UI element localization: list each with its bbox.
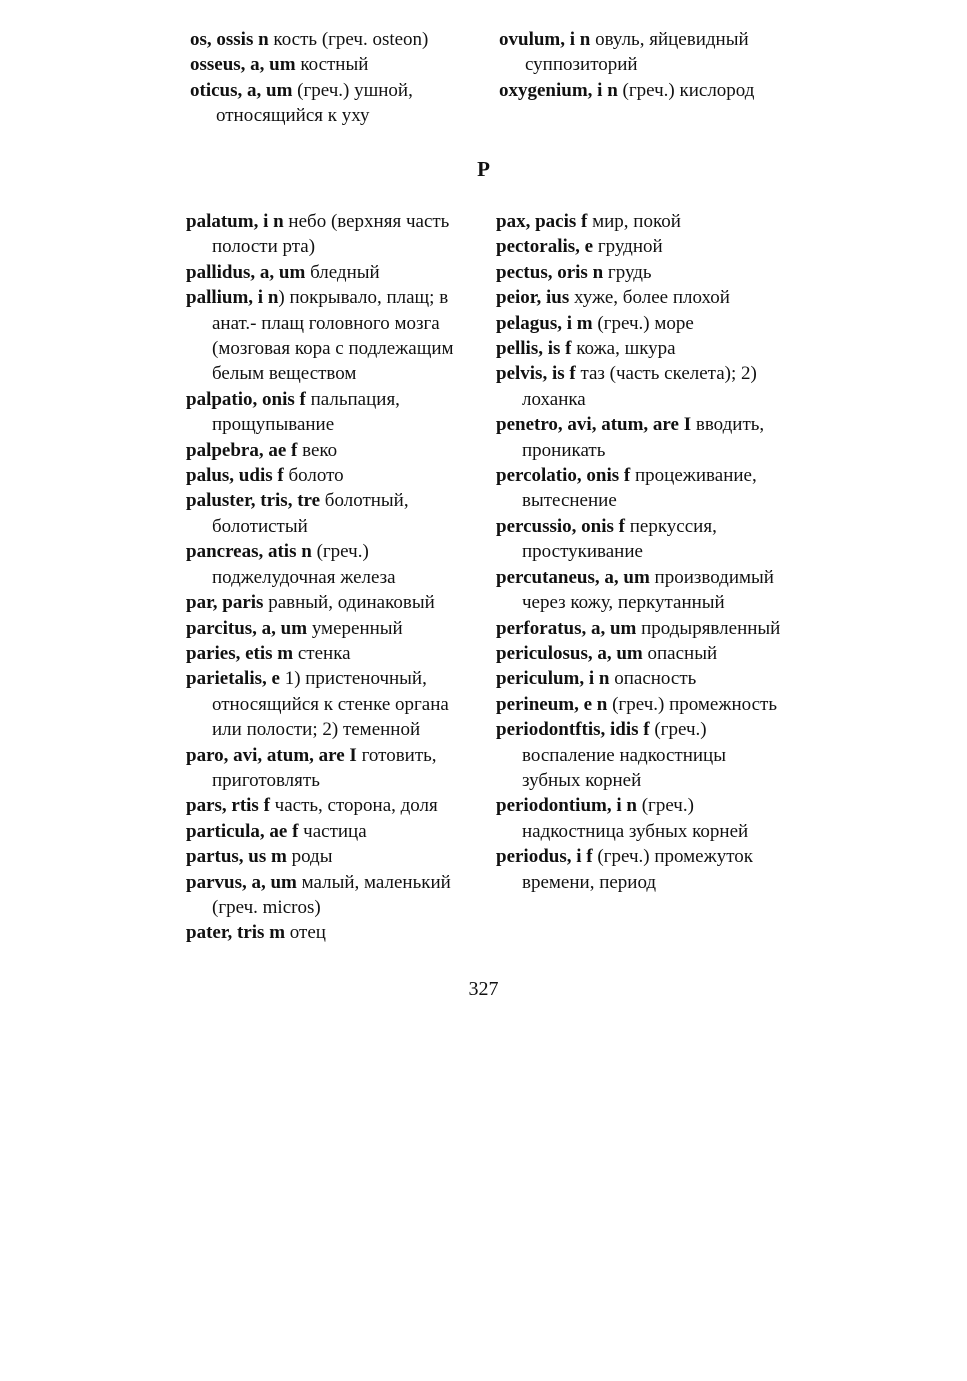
entry-definition: (греч.) воспаление надкостницы зубных корней: [522, 719, 726, 791]
dictionary-entry: [186, 920, 476, 945]
entry-headword: perineum, e n: [496, 693, 608, 715]
main-left-column: [186, 209, 476, 946]
entry-definition: перкуссия, простукивание: [522, 515, 717, 563]
dictionary-entry: [186, 539, 476, 590]
dictionary-entry: [496, 692, 786, 717]
entry-headword: pax, pacis f: [496, 211, 588, 232]
dictionary-entry: [496, 463, 786, 514]
entry-definition: опасный: [642, 642, 718, 664]
dictionary-entry: [190, 52, 475, 77]
dictionary-entry: [499, 78, 789, 103]
entry-definition: малый, маленький (греч. micros): [212, 871, 451, 918]
entry-headword: pallidus, a, um: [186, 261, 306, 283]
entry-definition: (греч.) ушной, относящийся к уху: [216, 79, 413, 127]
top-right-column: [499, 27, 789, 103]
entry-headword: parietalis, e: [186, 668, 280, 690]
entry-headword: periodontium, i n: [496, 795, 637, 817]
dictionary-entry: [496, 412, 786, 463]
entry-headword: palpatio, onis f: [186, 388, 306, 410]
entry-headword: perforatus, a, um: [496, 617, 637, 639]
dictionary-entry: [186, 870, 476, 921]
dictionary-entry: [186, 438, 476, 463]
dictionary-entry: [190, 78, 475, 129]
entry-headword: pater, tris m: [186, 922, 286, 944]
dictionary-entry: [190, 27, 475, 52]
dictionary-entry: [496, 616, 786, 641]
entry-definition: (греч.) промежуток времени, период: [522, 846, 753, 893]
entry-definition: болото: [283, 465, 344, 487]
entry-headword: periculum, i n: [496, 668, 610, 690]
entry-definition: овуль, яйцевидный суппозиторий: [525, 29, 749, 76]
entry-definition: бледный: [305, 261, 380, 283]
entry-definition: роды: [286, 846, 333, 868]
entry-definition: готовить, приготовлять: [212, 744, 437, 791]
entry-definition: (греч.) надкостница зубных корней: [522, 795, 749, 842]
entry-definition: частица: [298, 820, 367, 842]
entry-definition: болотный, болотистый: [212, 490, 409, 537]
entry-headword: particula, ae f: [186, 820, 299, 842]
entry-definition: равный, одинаковый: [263, 592, 435, 614]
dictionary-entry: [186, 387, 476, 438]
entry-headword: pancreas, atis n: [186, 541, 312, 563]
entry-definition: хуже, более плохой: [569, 287, 730, 309]
entry-definition: пальпация, прощупывание: [212, 388, 400, 436]
dictionary-entry: [186, 260, 476, 285]
entry-headword: periodus, i f: [496, 846, 593, 868]
entry-headword: parcitus, a, um: [186, 617, 308, 639]
entry-definition: стенка: [293, 642, 351, 664]
entry-headword: periodontftis, idis f: [496, 719, 650, 741]
entry-definition: кожа, шкура: [571, 338, 676, 360]
entry-headword: percolatio, onis f: [496, 465, 631, 487]
entry-headword: paries, etis m: [186, 642, 294, 664]
entry-definition: таз (часть скелета); 2) лоханка: [522, 363, 757, 410]
entry-headword: os, ossis n: [190, 29, 269, 50]
entry-definition: часть, сторона, доля: [269, 795, 438, 817]
entry-definition: продырявленный: [636, 617, 781, 639]
dictionary-entry: [496, 336, 786, 361]
entry-definition: ) покрывало, плащ; в анат.- плащ головного мозга (мозговая кора с подлежащим белым веществом: [212, 287, 454, 385]
entry-headword: paluster, tris, tre: [186, 490, 321, 512]
entry-headword: partus, us m: [186, 846, 287, 868]
entry-definition: 1) пристеночный, относящийся к стенке органа или полости; 2) теменной: [212, 668, 449, 741]
dictionary-entry: [186, 793, 476, 818]
entry-definition: (греч.) промежность: [607, 693, 778, 715]
entry-headword: periculosus, a, um: [496, 642, 643, 664]
dictionary-entry: [186, 285, 476, 387]
entry-definition: кость (греч. osteon): [268, 29, 429, 50]
dictionary-entry: [496, 666, 786, 691]
entry-headword: parvus, a, um: [186, 871, 297, 893]
dictionary-entry: [186, 590, 476, 615]
entry-headword: pars, rtis f: [186, 795, 270, 817]
dictionary-entry: [186, 743, 476, 794]
dictionary-entry: [186, 616, 476, 641]
dictionary-entry: [496, 209, 786, 234]
entry-definition: костный: [295, 54, 369, 76]
entry-headword: percussio, onis f: [496, 515, 625, 537]
dictionary-entry: [499, 27, 789, 78]
entry-headword: percutaneus, a, um: [496, 566, 650, 588]
entry-headword: pectoralis, e: [496, 236, 594, 258]
dictionary-entry: [496, 514, 786, 565]
dictionary-entry: [496, 844, 786, 895]
dictionary-entry: [186, 819, 476, 844]
main-right-column: [496, 209, 786, 895]
entry-definition: отец: [285, 922, 326, 944]
entry-headword: penetro, avi, atum, are I: [496, 414, 692, 436]
entry-headword: ovulum, i n: [499, 29, 591, 50]
dictionary-entry: [496, 793, 786, 844]
entry-definition: веко: [297, 439, 338, 461]
entry-definition: (греч.) кислород: [617, 79, 755, 101]
entry-headword: osseus, a, um: [190, 54, 296, 76]
entry-definition: (греч.) море: [592, 312, 694, 334]
dictionary-entry: [186, 209, 476, 260]
entry-headword: pelvis, is f: [496, 363, 576, 385]
page-number: 327: [468, 978, 499, 1000]
dictionary-entry: [186, 463, 476, 488]
dictionary-entry: [186, 488, 476, 539]
dictionary-entry: [496, 234, 786, 259]
dictionary-entry: [496, 311, 786, 336]
dictionary-entry: [496, 641, 786, 666]
dictionary-entry: [496, 565, 786, 616]
entry-headword: peior, ius: [496, 287, 570, 309]
entry-headword: pellis, is f: [496, 338, 572, 360]
entry-headword: pelagus, i m: [496, 312, 593, 334]
entry-headword: par, paris: [186, 592, 264, 614]
entry-definition: небо (верхняя часть полости рта): [212, 211, 450, 258]
entry-definition: (греч.) поджелудочная железа: [212, 541, 396, 588]
entry-definition: грудной: [593, 236, 663, 258]
entry-headword: oticus, a, um: [190, 79, 293, 101]
entry-definition: умеренный: [307, 617, 403, 639]
entry-headword: palatum, i n: [186, 211, 284, 232]
entry-definition: производимый через кожу, перкутанный: [522, 566, 774, 614]
dictionary-entry: [496, 361, 786, 412]
entry-headword: oxygenium, i n: [499, 79, 618, 101]
entry-definition: мир, покой: [587, 211, 681, 232]
entry-definition: опасность: [609, 668, 697, 690]
entry-definition: процеживание, вытеснение: [522, 465, 757, 512]
dictionary-entry: [186, 666, 476, 742]
entry-headword: paro, avi, atum, are I: [186, 744, 357, 766]
entry-definition: вводить, проникать: [522, 414, 765, 461]
entry-headword: pectus, oris n: [496, 261, 604, 283]
dictionary-entry: [496, 260, 786, 285]
section-letter: P: [477, 157, 490, 181]
dictionary-entry: [186, 844, 476, 869]
entry-definition: грудь: [603, 261, 652, 283]
entry-headword: palus, udis f: [186, 465, 284, 487]
dictionary-entry: [496, 285, 786, 310]
dictionary-entry: [186, 641, 476, 666]
dictionary-entry: [496, 717, 786, 793]
entry-headword: pallium, i n: [186, 287, 279, 309]
top-left-column: [190, 27, 475, 129]
entry-headword: palpebra, ae f: [186, 439, 298, 461]
